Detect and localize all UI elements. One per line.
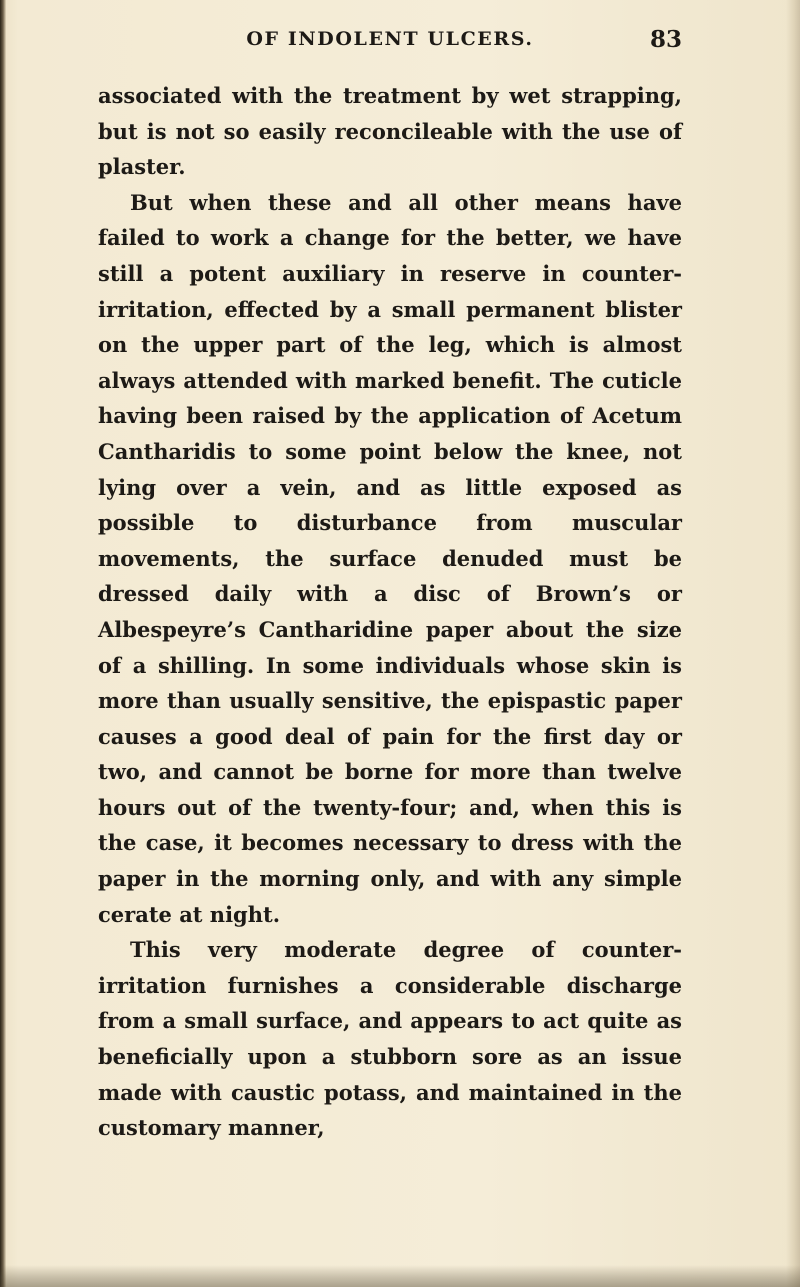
page-binding-edge (0, 0, 6, 1287)
paragraph-continuation: associated with the treatment by wet strapping, but is not so easily reconcileable with the use of plaster. (98, 83, 682, 180)
body-text (98, 78, 682, 1146)
paragraph-counter-irritation: But when these and all other means have failed to work a change for the better, we have still a potent auxiliary in reserve in counter-irritation, effected by a small permanent blister on the upper part of the leg, which is almost always attended with marked benefit. The cuticle having been raised by the application of Acetum Cantharidis to some point below the knee, not lying over a vein, and as little exposed as possible to disturbance from muscular movements, the surface denuded must be dressed daily with a disc of Brown’s or Albespeyre’s Cantharidine paper about the size of a shilling. In some individuals whose skin is more than usually sensitive, the epispastic paper causes a good deal of pain for the first day or two, and cannot be borne for more than twelve hours out of the twenty-four; and, when this is the case, it becomes necessary to dress with the paper in the morning only, and with any simple cerate at night. (98, 189, 682, 927)
running-header (98, 28, 682, 58)
running-title: OF INDOLENT ULCERS. (246, 28, 534, 50)
paragraph-moderate-degree: This very moderate degree of counter-irritation furnishes a considerable discharge from a small surface, and appears to act quite as beneficially upon a stubborn sore as an issue made with caustic potass, and maintained in the customary manner, (98, 937, 682, 1141)
page-right-edge (786, 0, 800, 1287)
page-bottom-shadow (0, 1265, 800, 1287)
page-number: 83 (649, 26, 682, 53)
